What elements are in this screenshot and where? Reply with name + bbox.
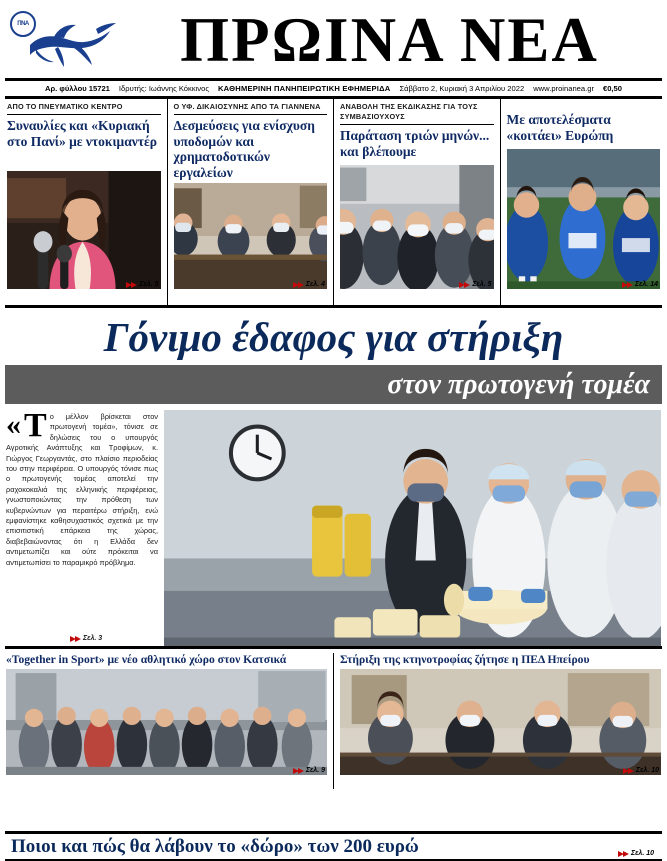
- photo-group-outdoors-ribbon: [6, 669, 327, 775]
- top-story-3[interactable]: [334, 99, 501, 305]
- footer-page-label: Σελ. 10: [630, 850, 654, 857]
- masthead: [0, 0, 667, 78]
- bottom-story-1-page-tag[interactable]: [293, 767, 325, 774]
- price: €0,50: [602, 84, 622, 93]
- triangle-icon: [623, 851, 629, 857]
- top-story-1-headline[interactable]: Συναυλίες και «Κυριακή στο Πανί» με ντοκιμαντέρ: [7, 118, 157, 149]
- triangle-icon: [131, 282, 137, 288]
- top-stories-strip: [0, 99, 667, 305]
- photo-woman-with-microphone: [7, 171, 161, 289]
- bottom-story-1-page-label: Σελ. 9: [305, 767, 325, 774]
- bottom-story-2-page-label: Σελ. 10: [635, 767, 659, 774]
- top-story-1-kicker: ΑΠΟ ΤΟ ΠΝΕΥΜΑΤΙΚΟ ΚΕΝΤΡΟ: [7, 102, 123, 111]
- quote-mark: «: [6, 408, 21, 441]
- main-headline[interactable]: Γόνιμο έδαφος για στήριξη: [103, 314, 564, 360]
- top-story-1-page-label: Σελ. 5: [139, 281, 159, 288]
- info-bar: [0, 81, 667, 96]
- main-story-lead: [0, 404, 667, 646]
- top-story-2-headline[interactable]: Δεσμεύσεις για ενίσχυση υποδομών και χρηματοδοτικών εργαλείων: [173, 118, 315, 180]
- top-story-1[interactable]: [5, 99, 168, 305]
- divider: [340, 124, 494, 125]
- main-story-page-tag[interactable]: [70, 634, 102, 644]
- top-story-3-page-label: Σελ. 5: [472, 281, 492, 288]
- publication-date: Σάββατο 2, Κυριακή 3 Απριλίου 2022: [399, 84, 525, 93]
- bottom-story-2-headline[interactable]: Στήριξη της κτηνοτροφίας ζήτησε η ΠΕΔ Ηπείρου: [340, 653, 590, 666]
- top-story-3-kicker: ΑΝΑΒΟΛΗ ΤΗΣ ΕΚΔΙΚΑΣΗΣ ΓΙΑ ΤΟΥΣ ΣΥΜΒΑΣΙΟΥΧΟΥΣ: [340, 102, 478, 121]
- main-story-page-label: Σελ. 3: [83, 634, 103, 642]
- top-story-4-headline[interactable]: Με αποτελέσματα «κοιτάει» Ευρώπη: [506, 112, 614, 143]
- photo-cheese-dairy-visit: [164, 410, 661, 646]
- bottom-story-1-headline[interactable]: «Together in Sport» με νέο αθλητικό χώρο στον Κατσικά: [6, 653, 287, 666]
- logo-emblem-text: ΠΝΑ: [17, 21, 29, 27]
- pegasus-logo-icon: [24, 19, 116, 69]
- top-story-4-kicker: [507, 102, 661, 112]
- bottom-stories: [0, 649, 667, 789]
- website-url[interactable]: www.proinanea.gr: [533, 84, 594, 93]
- top-story-2-page-tag[interactable]: [293, 281, 325, 288]
- footer-banner[interactable]: [0, 831, 667, 861]
- photo-officials-at-table: [174, 183, 328, 289]
- triangle-icon: [75, 636, 81, 642]
- triangle-icon: [298, 768, 304, 774]
- photo-football-players: [507, 149, 661, 289]
- photo-panel-discussion: [340, 669, 661, 775]
- top-story-2-page-label: Σελ. 4: [305, 281, 325, 288]
- bottom-story-2-page-tag[interactable]: [623, 767, 659, 774]
- main-story-header: [0, 308, 667, 360]
- logo: [6, 7, 118, 73]
- triangle-icon: [298, 282, 304, 288]
- top-story-2[interactable]: [168, 99, 335, 305]
- main-subheadline: στον πρωτογενή τομέα: [387, 368, 650, 400]
- paper-descriptor: ΚΑΘΗΜΕΡΙΝΗ ΠΑΝΗΠΕΙΡΩΤΙΚΗ ΕΦΗΜΕΡΙΔΑ: [218, 84, 391, 93]
- divider: [174, 114, 328, 115]
- top-story-2-kicker: Ο ΥΦ. ΔΙΚΑΙΟΣΥΝΗΣ ΑΠΟ ΤΑ ΓΙΑΝΝΕΝΑ: [173, 102, 321, 111]
- triangle-icon: [627, 282, 633, 288]
- top-story-4-page-tag[interactable]: [622, 281, 658, 288]
- top-story-4-page-label: Σελ. 14: [634, 281, 658, 288]
- triangle-icon: [464, 282, 470, 288]
- main-story-body: ο μέλλον βρίσκεται στον πρωτογενή τομέα», τόνισε σε δηλώσεις του ο υπουργός Αγροτικής Ανάπτυξης και Τροφίμων, κ. Γιώργος Γεωργαντάς, στο πλαίσιο περιοδείας του στην περιφέρεια. Ο υπουργός τόνισε πως ο πρωτογενής τομέας αποτελεί την ραχοκοκαλιά της ελληνικής περιφέρειας, γνωστοποιώντας την πρόθεση των κυβερνώντων για περαιτέρω στήριξη, ενώ εμφανίστηκε καθησυχαστικός σχετικά με την επισιτιστική επάρκεια της χώρας, διαβεβαιώνοντας ότι η Ελλάδα δεν αντιμετωπίζει και ούτε πρόκειται να αντιμετωπίσει το παραμικρό πρόβλημα.: [6, 412, 158, 567]
- divider: [7, 114, 161, 115]
- triangle-icon: [628, 768, 634, 774]
- main-subhead-bar: [5, 365, 662, 404]
- main-story-body-wrap: [6, 407, 158, 646]
- bottom-story-1[interactable]: [6, 653, 334, 789]
- page-title: ΠΡΩΙΝΑ ΝΕΑ: [180, 5, 599, 75]
- drop-cap: Τ: [24, 407, 47, 444]
- top-story-4[interactable]: [501, 99, 663, 305]
- photo-crowd-with-masks: [340, 165, 494, 289]
- top-story-3-page-tag[interactable]: [459, 281, 491, 288]
- footer-page-tag[interactable]: [618, 850, 654, 857]
- founder: Ιδρυτής: Ιωάννης Κόκκινος: [118, 84, 209, 93]
- issue-number: Αρ. φύλλου 15721: [45, 84, 110, 93]
- bottom-story-2[interactable]: [334, 653, 661, 789]
- footer-headline[interactable]: Ποιοι και πώς θα λάβουν το «δώρο» των 200 ευρώ: [11, 835, 419, 857]
- top-story-3-headline[interactable]: Παράταση τριών μηνών... και βλέπουμε: [340, 128, 490, 159]
- top-story-1-page-tag[interactable]: [126, 281, 158, 288]
